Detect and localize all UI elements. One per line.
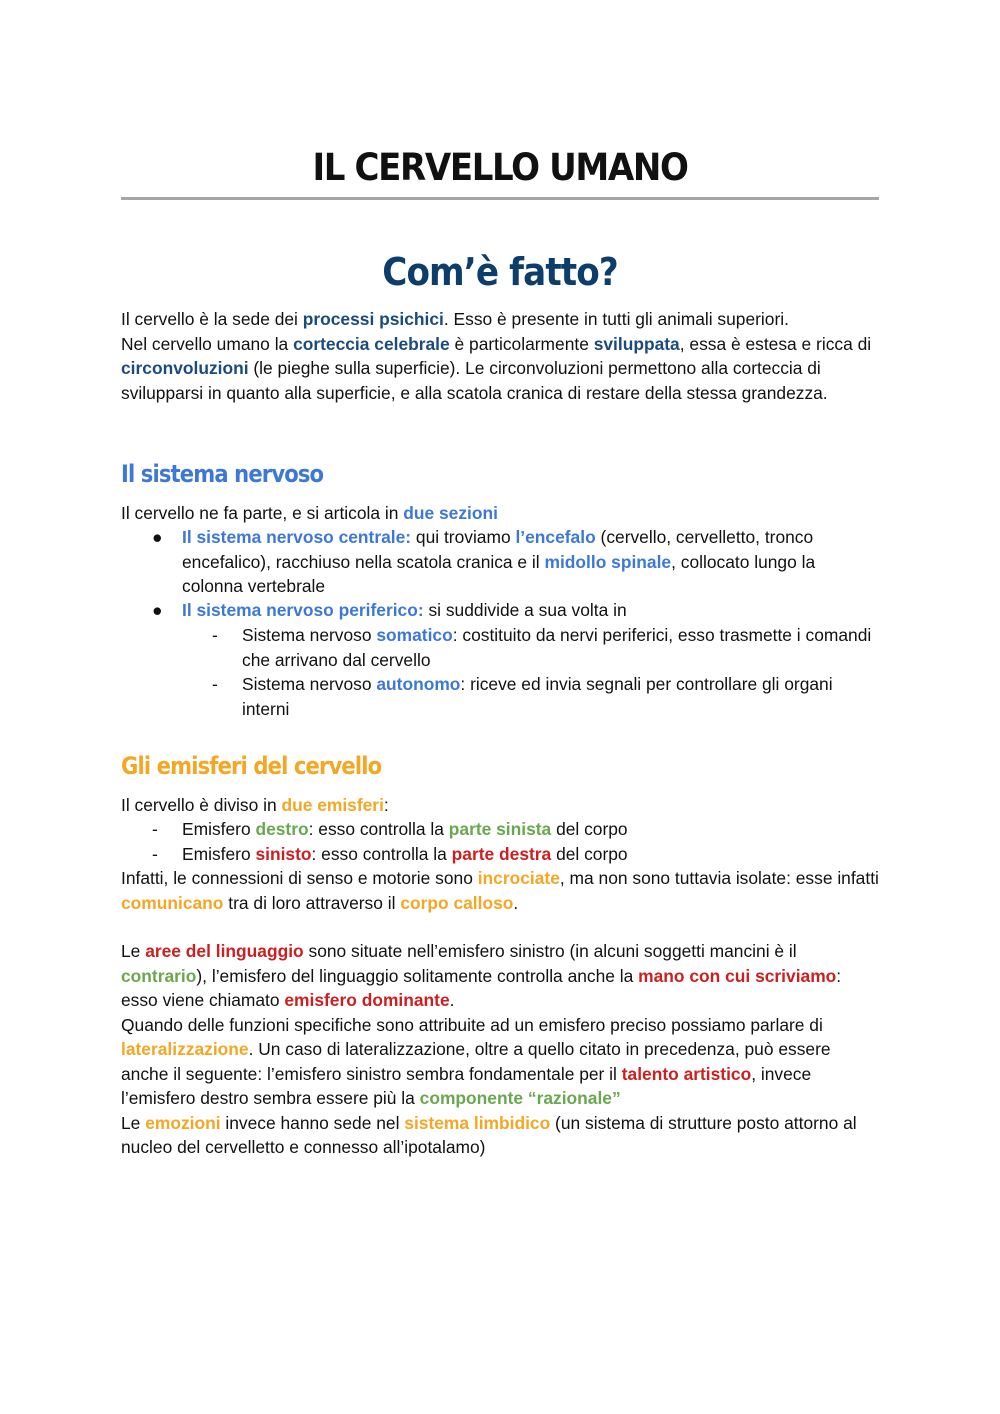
text-run: . — [449, 990, 455, 1010]
highlight-snc: Il sistema nervoso centrale: — [182, 527, 412, 547]
highlight-talento-artistico: talento artistico — [621, 1063, 752, 1084]
text-run: Nel cervello umano la — [121, 333, 294, 354]
highlight-emozioni: emozioni — [145, 1112, 221, 1133]
text-run: , invece l’emisfero destro sembra essere più la — [121, 1063, 812, 1108]
text-run: Sistema nervoso — [242, 674, 377, 694]
text-run: del corpo — [551, 819, 628, 839]
text-run: qui troviamo — [411, 527, 516, 547]
text-run: Il cervello ne fa parte, e si articola in — [121, 503, 404, 523]
highlight-processi-psichici: processi psichici — [302, 309, 444, 329]
paragraph-emisferi-intro — [121, 793, 881, 818]
highlight-midollo: midollo spinale — [544, 551, 672, 572]
text-run: sono situate nell’emisfero sinistro (in alcuni soggetti mancini è il — [303, 941, 797, 961]
text-run: : esso controlla la — [308, 819, 449, 839]
text-run: , essa è estesa e ricca di — [679, 333, 872, 354]
bullet-icon: ● — [152, 527, 163, 547]
highlight-emisfero-dominante: emisfero dominante — [284, 990, 450, 1010]
title-divider — [121, 197, 879, 200]
dash-icon: - — [152, 844, 158, 864]
list-item-destro — [182, 817, 877, 842]
text-run: ), l’emisfero del linguaggio solitamente controlla anche la — [196, 965, 639, 986]
highlight-circonvoluzioni: circonvoluzioni — [121, 358, 249, 378]
text-run: Emisfero — [182, 844, 256, 864]
text-run: Emisfero — [182, 819, 256, 839]
text-run: è particolarmente — [449, 333, 594, 354]
text-run: Il cervello è diviso in — [121, 795, 282, 815]
list-item-snc — [182, 525, 877, 599]
highlight-comunicano: comunicano — [121, 892, 224, 913]
highlight-parte-sinista: parte sinista — [448, 819, 552, 839]
highlight-corpo-calloso: corpo calloso — [400, 892, 514, 913]
dash-icon: - — [152, 819, 158, 839]
document-title: IL CERVELLO UMANO — [312, 146, 688, 189]
text-run: (le pieghe sulla superficie). Le circonvoluzioni permettono alla corteccia di svilupparsi in quanto alla superficie, e alla scatola cranica di restare della stessa grandezza. — [121, 358, 828, 403]
highlight-destro: destro — [255, 819, 309, 839]
text-run: invece hanno sede nel — [220, 1112, 405, 1133]
text-run: Sistema nervoso — [242, 625, 377, 645]
paragraph-linguaggio — [121, 939, 881, 1160]
text-run: , collocato lungo la colonna vertebrale — [182, 551, 816, 596]
section-heading-come-fatto: Com’è fatto? — [382, 250, 618, 294]
dash-icon: - — [212, 674, 218, 694]
highlight-incrociate: incrociate — [477, 868, 560, 888]
text-run: Il cervello è la sede dei — [121, 309, 303, 329]
highlight-due-emisferi: due emisferi — [281, 795, 384, 815]
text-run: tra di loro attraverso il — [223, 892, 401, 913]
highlight-somatico: somatico — [376, 625, 453, 645]
highlight-sinisto: sinisto — [255, 844, 312, 864]
sublist-item-autonomo — [242, 672, 877, 721]
highlight-sviluppata: sviluppata — [593, 333, 680, 354]
text-run: : costituito da nervi periferici, esso trasmette i comandi che arrivano dal cervello — [242, 625, 872, 670]
dash-icon: - — [212, 625, 218, 645]
bullet-icon: ● — [152, 600, 163, 620]
text-run: : — [383, 795, 389, 815]
text-run: . — [513, 892, 519, 913]
highlight-snp: Il sistema nervoso periferico: — [182, 600, 424, 620]
text-run: , ma non sono tuttavia isolate: esse infatti — [559, 868, 879, 888]
highlight-lateralizzazione: lateralizzazione — [121, 1039, 249, 1059]
sublist-item-somatico — [242, 623, 877, 672]
paragraph-sistema-intro — [121, 501, 881, 526]
highlight-aree-linguaggio: aree del linguaggio — [145, 941, 304, 961]
text-run: . Un caso di lateralizzazione, oltre a quello citato in precedenza, può essere anche il seguente: l’emisfero sinistro sembra fondamentale per il — [121, 1039, 831, 1084]
text-run: : esso controlla la — [311, 844, 452, 864]
section-heading-sistema-nervoso: Il sistema nervoso — [121, 460, 324, 488]
text-run: Quando delle funzioni specifiche sono attribuite ad un emisfero preciso possiamo parlare di — [121, 1014, 823, 1035]
highlight-autonomo: autonomo — [376, 674, 461, 694]
text-run: del corpo — [551, 844, 628, 864]
text-run: Infatti, le connessioni di senso e motorie sono — [121, 868, 478, 888]
text-run: (cervello, cervelletto, tronco encefalico), racchiuso nella scatola cranica e il — [182, 527, 814, 572]
highlight-componente-razionale: componente “razionale” — [419, 1088, 621, 1108]
text-run: . Esso è presente in tutti gli animali superiori. — [443, 309, 789, 329]
list-item-sinisto — [182, 842, 877, 867]
highlight-contrario: contrario — [121, 965, 197, 986]
highlight-mano-scriviamo: mano con cui scriviamo — [638, 965, 837, 986]
text-run: Le — [121, 941, 146, 961]
list-item-snp — [182, 598, 877, 623]
text-run: : riceve ed invia segnali per controllare gli organi interni — [242, 674, 833, 719]
text-run: (un sistema di strutture posto attorno al nucleo del cervelletto e connesso all’ipotalamo) — [121, 1112, 857, 1157]
paragraph-intro — [121, 307, 881, 405]
text-run: si suddivide a sua volta in — [423, 600, 627, 620]
text-run: : esso viene chiamato — [121, 965, 842, 1010]
highlight-parte-destra: parte destra — [451, 844, 552, 864]
paragraph-connessioni — [121, 866, 881, 915]
text-run: Le — [121, 1112, 146, 1133]
highlight-due-sezioni: due sezioni — [403, 503, 498, 523]
highlight-corteccia: corteccia celebrale — [293, 333, 450, 354]
highlight-sistema-limbidico: sistema limbidico — [404, 1112, 551, 1133]
highlight-encefalo: l’encefalo — [515, 527, 596, 547]
section-heading-emisferi: Gli emisferi del cervello — [121, 752, 382, 780]
